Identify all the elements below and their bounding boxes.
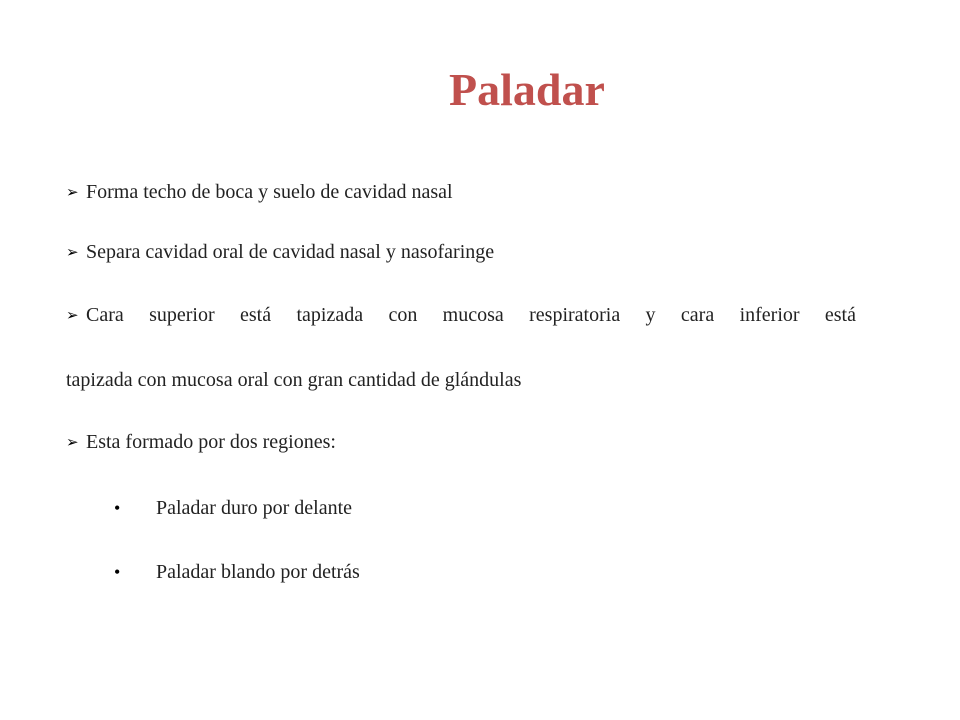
slide-title: Paladar — [449, 64, 605, 115]
subbullet-text: Paladar duro por delante — [156, 497, 353, 519]
arrow-bullet-icon: ➢ — [66, 306, 79, 324]
bullet-text: Separa cavidad oral de cavidad nasal y nasofaringe — [86, 241, 495, 263]
bullet-item — [66, 180, 453, 204]
bullet-continuation — [66, 368, 521, 392]
dot-bullet-icon: • — [114, 562, 121, 582]
subbullet-item — [114, 560, 360, 584]
bullet-text: Cara superior está tapizada con mucosa respiratoria y cara inferior está — [86, 304, 856, 326]
bullet-text: Forma techo de boca y suelo de cavidad nasal — [86, 181, 453, 203]
bullet-item — [66, 303, 856, 327]
dot-bullet-icon: • — [114, 498, 121, 518]
arrow-bullet-icon: ➢ — [66, 243, 79, 261]
bullet-item — [66, 430, 336, 454]
subbullet-text: Paladar blando por detrás — [156, 561, 360, 583]
bullet-item — [66, 240, 494, 264]
subbullet-item — [114, 496, 352, 520]
continuation-text: tapizada con mucosa oral con gran cantidad de glándulas — [66, 369, 522, 391]
arrow-bullet-icon: ➢ — [66, 183, 79, 201]
arrow-bullet-icon: ➢ — [66, 433, 79, 451]
bullet-text: Esta formado por dos regiones: — [86, 431, 336, 453]
